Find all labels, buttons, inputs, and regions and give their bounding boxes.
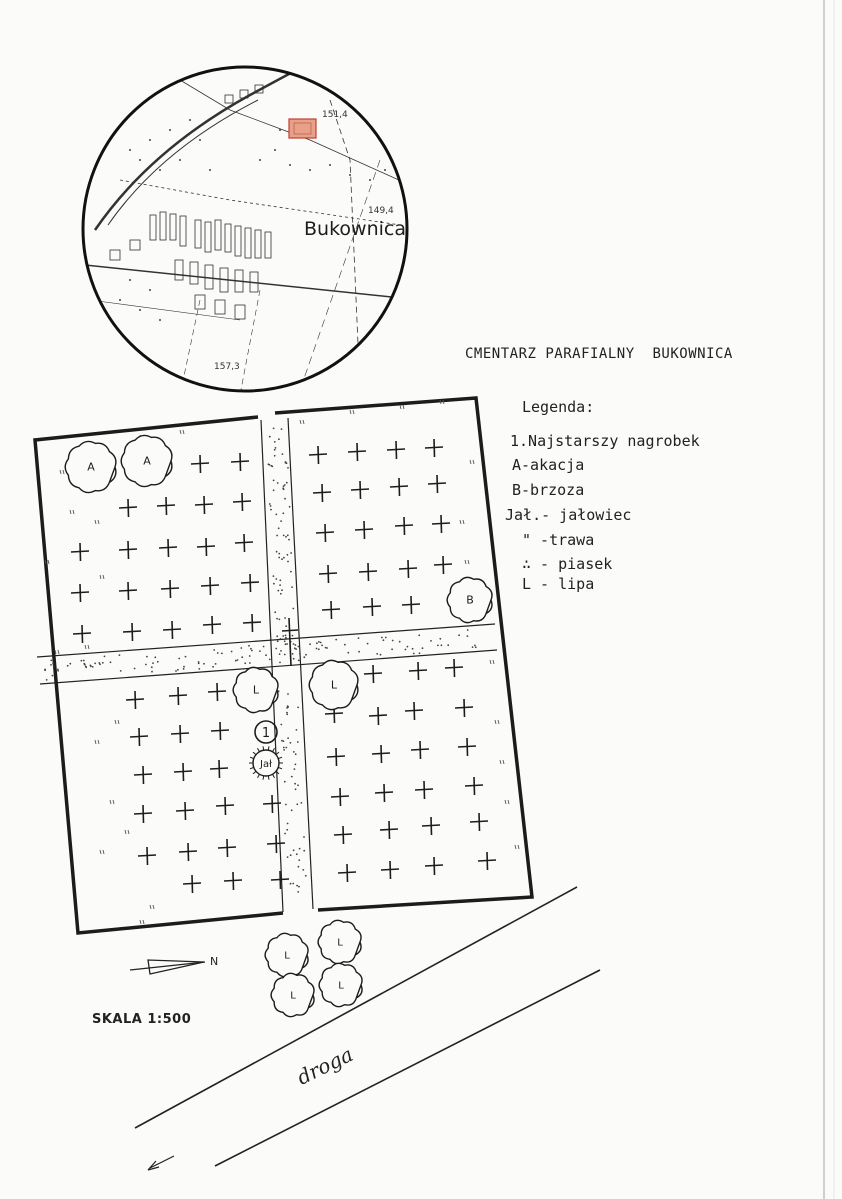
grave-cross [123,623,141,641]
grave-cross [351,481,369,499]
grave-cross [363,598,381,616]
document-title: CMENTARZ PARAFIALNY BUKOWNICA [465,346,733,362]
grave-cross [316,524,334,542]
grass-mark [140,920,144,924]
grass-mark [95,520,99,524]
grave-cross [197,538,215,556]
grave-cross [157,497,175,515]
grave-cross [195,496,213,514]
grave-cross [216,797,234,815]
tree-label: A [143,454,151,468]
grass-mark [100,850,104,854]
grave-cross [455,699,473,717]
grave-cross [176,802,194,820]
tree [318,920,361,963]
grave-cross [191,455,209,473]
grave-cross [334,826,352,844]
legend-item: Jał.- jałowiec [505,506,632,524]
grave-cross [126,691,144,709]
grave-cross [119,499,137,517]
tree [309,660,358,709]
legend-heading: Legenda: [522,398,595,416]
elevation-label: 151,4 [322,110,348,120]
tree-label: L [338,980,344,992]
tree [265,933,308,976]
tree [447,577,492,622]
grave-cross [138,847,156,865]
legend-item: B-brzoza [512,481,585,499]
grass-mark [110,800,114,804]
scale-label: SKALA 1:500 [92,1012,192,1027]
tree-label: B [466,593,474,607]
tree-label: L [284,950,290,962]
grave-cross [338,864,356,882]
grave-cross [411,741,429,759]
grass-mark [95,740,99,744]
grave-cross [390,478,408,496]
grave-cross [224,872,242,890]
grave-cross [134,805,152,823]
grave-cross [428,475,446,493]
grave-cross [71,584,89,602]
grass-mark [495,720,499,724]
juniper-tree [249,746,283,779]
grave-cross [432,515,450,533]
sand-dots [44,428,477,893]
grave-cross [322,601,340,619]
grave-cross [395,517,413,535]
grave-cross [119,541,137,559]
grave-cross [478,852,496,870]
grave-cross [233,493,251,511]
grass-mark [470,460,474,464]
grave-cross [387,441,405,459]
grave-cross [402,596,420,614]
grave-cross [425,857,443,875]
grass-mark [460,520,464,524]
grave-cross [134,766,152,784]
legend-item: 1.Najstarszy nagrobek [510,432,700,450]
tree [65,441,116,492]
grave-cross [422,817,440,835]
grave-cross [161,580,179,598]
grave-cross [381,861,399,879]
grave-cross [203,616,221,634]
grave-cross [169,687,187,705]
grave-cross [210,760,228,778]
grave-cross [73,625,91,643]
grave-cross [372,745,390,763]
grave-cross [235,534,253,552]
tree [121,435,172,486]
tree-label: L [290,990,296,1002]
grave-cross [309,446,327,464]
grave-cross [241,574,259,592]
grave-cross [218,839,236,857]
road-label: droga [293,1042,357,1090]
tree-label: L [330,678,338,692]
grave-cross [445,659,463,677]
town-name: Bukownica [304,218,406,240]
grave-cross [231,453,249,471]
cemetery-paths [37,418,497,912]
grave-cross [409,662,427,680]
grass-mark [465,560,469,564]
legend-item: A-akacja [512,456,585,474]
grave-cross [348,443,366,461]
grave-cross [327,748,345,766]
tree-label: L [337,937,343,949]
svg-text:1: 1 [261,726,271,741]
elevation-label: 157,3 [214,362,240,372]
grave-cross [313,484,331,502]
grass-mark [500,760,504,764]
grave-cross [208,683,226,701]
grave-cross [319,565,337,583]
north-label: N [210,955,219,968]
grass-mark [55,650,59,654]
grave-cross [201,577,219,595]
grave-cross [434,556,452,574]
tree-label: Jał [260,759,272,770]
grave-cross [183,875,201,893]
grass-mark [490,660,494,664]
grave-cross [405,702,423,720]
grave-cross [331,788,349,806]
grave-cross [163,621,181,639]
grass-mark [85,645,89,649]
grave-cross [375,784,393,802]
grave-cross [425,439,443,457]
grave-cross [415,781,433,799]
grass-mark [505,800,509,804]
grass-mark [180,430,184,434]
grass-mark [300,420,304,424]
legend-item: " -trawa [522,531,595,549]
elevation-label: 149,4 [368,206,394,216]
grass-mark [400,405,404,409]
tree [233,667,278,712]
grass-mark [115,720,119,724]
grass-marks [45,400,519,924]
tree-label: L [252,683,260,697]
grave-cross [369,707,387,725]
grave-cross [470,813,488,831]
grave-cross [130,728,148,746]
grave-cross [355,521,373,539]
grave-cross [159,539,177,557]
legend-item: L - lipa [522,575,595,593]
grave-cross [458,738,476,756]
grave-cross [267,835,285,853]
grass-mark [150,905,154,909]
grave-cross [171,725,189,743]
grave-cross [465,777,483,795]
grave-cross [271,871,289,889]
grave-cross [179,843,197,861]
grave-cross [174,763,192,781]
grass-mark [100,575,104,579]
grave-cross [243,614,261,632]
grave-cross [211,722,229,740]
tree [319,963,362,1006]
grave-cross [399,560,417,578]
north-arrow [130,960,205,974]
legend-item: ∴ - piasek [522,555,613,573]
oldest-grave-marker [255,721,277,743]
grass-mark [125,830,129,834]
grave-cross [380,821,398,839]
grave-cross [119,582,137,600]
grass-mark [60,470,64,474]
grass-mark [515,845,519,849]
grass-mark [350,410,354,414]
road [135,887,600,1170]
grass-mark [70,510,74,514]
grave-cross [359,563,377,581]
tree [271,973,314,1016]
grave-cross [364,665,382,683]
grave-cross [71,543,89,561]
tree-label: A [87,460,95,474]
